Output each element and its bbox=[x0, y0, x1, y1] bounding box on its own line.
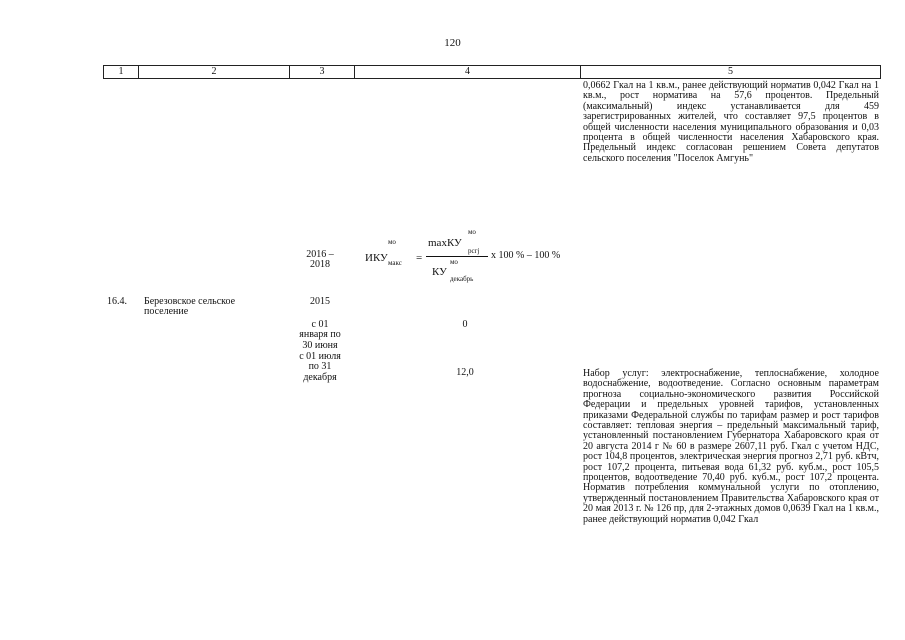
formula-lhs: ИКУ bbox=[365, 252, 388, 264]
settlement-name: Березовское сельское поселение bbox=[144, 296, 236, 318]
formula-tail: x 100 % – 100 % bbox=[491, 250, 561, 261]
period-first-half: с 01 января по 30 июня bbox=[299, 319, 341, 351]
formula-lhs-sub: макс bbox=[388, 259, 402, 267]
value-first-half: 0 bbox=[462, 319, 468, 330]
formula-equals: = bbox=[416, 252, 423, 264]
header-col-5: 5 bbox=[728, 66, 733, 77]
page-number: 120 bbox=[444, 37, 461, 49]
table-header-row bbox=[103, 65, 881, 79]
fraction-line bbox=[426, 256, 488, 257]
header-col-3: 3 bbox=[290, 66, 355, 78]
row-number: 16.4. bbox=[107, 296, 127, 307]
index-formula bbox=[360, 228, 585, 288]
year-2015: 2015 bbox=[310, 296, 330, 307]
period-2016-2018: 2016 – 2018 bbox=[306, 249, 334, 271]
value-second-half: 12,0 bbox=[456, 367, 474, 378]
header-col-2: 2 bbox=[139, 66, 290, 78]
formula-num-sup: мо bbox=[468, 228, 476, 236]
header-col-4: 4 bbox=[355, 66, 581, 78]
header-col-1: 1 bbox=[104, 66, 139, 78]
period-second-half: с 01 июля по 31 декабря bbox=[299, 351, 341, 383]
formula-lhs-sup: мо bbox=[388, 238, 396, 246]
formula-den-sub: декабрь bbox=[450, 275, 474, 283]
formula-numerator: maxКУ bbox=[428, 237, 462, 249]
description-continuation: 0,0662 Гкал на 1 кв.м., ранее действующий норматив 0,042 Гкал на 1 кв.м., рост норматива на 57,6 процентов. Предельный (максимальный) индекс устанавливается для 459 зарегистрированных жителей, что составляет 97,5 процентов в общей численности населения муниципального образования и 0,03 процента в общей численности населения Хабаровского края. Предельный индекс согласован решением Совета депутатов сельского поселения "Поселок Амгунь" bbox=[583, 80, 879, 164]
formula-num-sub: рсгj bbox=[468, 247, 480, 255]
formula-denominator: КУ bbox=[432, 266, 447, 278]
row-description: Набор услуг: электроснабжение, теплоснабжение, холодное водоснабжение, водоотведение. Согласно основным параметрам прогноза социально-экономического развития Российской Федерации и предельных уровней тарифов, установленных приказами Федеральной службы по тарифам размер и рост тарифов составляет: тепловая энергия – предельный максимальный тариф, установленный постановлением Губернатора Хабаровского края от 20 августа 2014 г № 60 в размере 2607,11 руб. Гкал с учетом НДС, рост 104,8 процентов, электрическая энергия прогноз 2,71 руб. кВтч, рост 107,2 процента, питьевая вода 61,32 руб. куб.м., рост 105,5 процентов, водоотведение 70,40 руб. куб.м., рост 107,2 процента. Норматив потребления коммунальной услуги по отоплению, утвержденный постановлением Правительства Хабаровского края от 20 мая 2013 г. № 126 пр, для 2-этажных домов 0,0639 Гкал на 1 кв.м., ранее действующий норматив 0,042 Гкал bbox=[583, 368, 879, 525]
formula-den-sup: мо bbox=[450, 258, 458, 266]
